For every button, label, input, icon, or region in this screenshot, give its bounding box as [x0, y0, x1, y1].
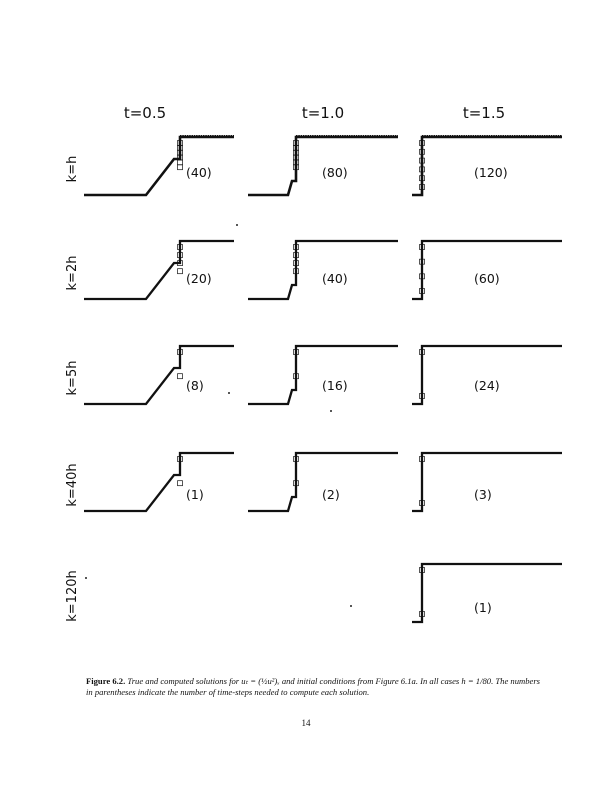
timestep-label: (24)	[474, 378, 500, 393]
solution-panel	[248, 241, 398, 299]
timestep-label: (40)	[186, 165, 212, 180]
row-label-4: k=40h	[65, 463, 80, 507]
timestep-label: (1)	[474, 600, 492, 615]
solution-panel	[412, 453, 562, 511]
figure-caption	[86, 676, 546, 698]
solution-panel	[84, 453, 234, 511]
solution-curve	[84, 453, 234, 511]
caption-text: True and computed solutions for uₜ = (½u²)ₓ and initial conditions from Figure 6.1a. In all cases h = 1/80. The numbers in parentheses indicate the number of time-steps needed to compute each solution.	[86, 676, 541, 697]
timestep-label: (120)	[474, 165, 508, 180]
solution-panel	[84, 346, 234, 404]
timestep-label: (80)	[322, 165, 348, 180]
solution-panel	[412, 136, 562, 195]
solution-panel	[248, 136, 398, 195]
data-marker	[178, 374, 183, 379]
data-marker	[178, 160, 183, 165]
solution-panel	[248, 453, 398, 511]
solution-curve	[248, 453, 398, 511]
row-label-5: k=120h	[65, 570, 80, 622]
timestep-label: (60)	[474, 271, 500, 286]
solution-panel	[412, 564, 562, 622]
scan-speck	[330, 410, 332, 412]
solution-curve	[248, 241, 398, 299]
timestep-label: (3)	[474, 487, 492, 502]
row-label-2: k=2h	[65, 255, 80, 291]
timestep-label: (16)	[322, 378, 348, 393]
caption-label: Figure 6.2.	[86, 676, 126, 686]
row-label-3: k=5h	[65, 360, 80, 396]
solution-panel	[248, 346, 398, 404]
solution-curve	[248, 346, 398, 404]
scan-speck	[236, 224, 238, 226]
solution-curve	[412, 346, 562, 404]
solution-panel	[412, 241, 562, 299]
column-header-2: t=1.0	[301, 104, 345, 122]
column-header-1: t=0.5	[123, 104, 167, 122]
solution-curve	[412, 241, 562, 299]
solution-panel	[84, 136, 234, 195]
column-header-3: t=1.5	[462, 104, 506, 122]
solution-panel	[84, 241, 234, 299]
data-marker	[178, 481, 183, 486]
page-number: 14	[301, 718, 311, 728]
timestep-label: (2)	[322, 487, 340, 502]
scan-speck	[85, 577, 87, 579]
scan-speck	[228, 392, 230, 394]
solution-panel	[412, 346, 562, 404]
timestep-label: (8)	[186, 378, 204, 393]
row-label-1: k=h	[65, 155, 80, 183]
timestep-label: (20)	[186, 271, 212, 286]
timestep-label: (1)	[186, 487, 204, 502]
scan-speck	[350, 605, 352, 607]
solution-curve	[84, 241, 234, 299]
solution-curve	[412, 453, 562, 511]
timestep-label: (40)	[322, 271, 348, 286]
data-marker	[178, 165, 183, 170]
solution-curve	[84, 346, 234, 404]
data-marker	[178, 269, 183, 274]
